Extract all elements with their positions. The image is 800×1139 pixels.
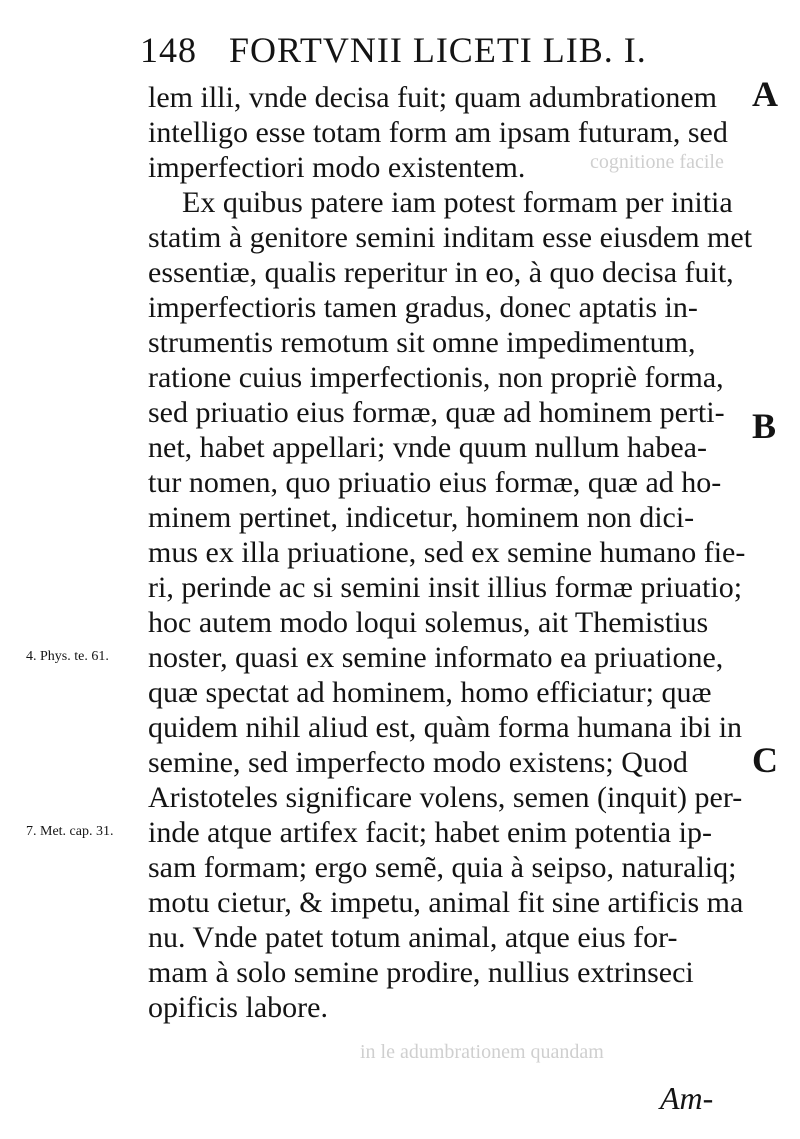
text-line: essentiæ, qualis reperitur in eo, à quo decisa fuit, [148, 256, 734, 289]
text-line: semine, sed imperfecto modo existens; Quod [148, 746, 688, 779]
text-line: imperfectiori modo existentem. [148, 151, 526, 184]
text-line: minem pertinet, indicetur, hominem non dici- [148, 501, 695, 534]
margin-note-physics: 4. Phys. te. 61. [26, 649, 109, 664]
text-line: quæ spectat ad hominem, homo efficiatur; quæ [148, 676, 712, 709]
text-line: Aristoteles significare volens, semen (inquit) per- [148, 781, 743, 814]
text-line: strumentis remotum sit omne impedimentum, [148, 326, 696, 359]
show-through-text: cognitione facile [590, 151, 724, 173]
text-line: ratione cuius imperfectionis, non propriè forma, [148, 361, 724, 394]
text-line: opificis labore. [148, 991, 328, 1024]
running-header [140, 30, 647, 70]
margin-letter-a: A [752, 74, 778, 114]
margin-letter-c: C [752, 740, 778, 780]
margin-note-metaphysics: 7. Met. cap. 31. [26, 824, 114, 839]
text-line: mus ex illa priuatione, sed ex semine humano fie- [148, 536, 746, 569]
page-number: 148 [140, 30, 197, 70]
text-line: lem illi, vnde decisa fuit; quam adumbrationem [148, 81, 718, 114]
text-line: inde atque artifex facit; habet enim potentia ip- [148, 816, 712, 849]
text-line: tur nomen, quo priuatio eius formæ, quæ ad ho- [148, 466, 722, 499]
text-line: net, habet appellari; vnde quum nullum habea- [148, 431, 707, 464]
show-through-text: in le adumbrationem quandam [360, 1041, 604, 1063]
text-line: nu. Vnde patet totum animal, atque eius for- [148, 921, 678, 954]
text-line: sam formam; ergo semẽ, quia à seipso, naturaliq; [148, 851, 737, 884]
text-line: intelligo esse totam form am ipsam futuram, sed [148, 116, 728, 149]
text-line: sed priuatio eius formæ, quæ ad hominem perti- [148, 396, 725, 429]
text-line: motu cietur, & impetu, animal fit sine artificis ma [148, 886, 744, 919]
text-line: ri, perinde ac si semini insit illius formæ priuatio; [148, 571, 743, 604]
text-line: mam à solo semine prodire, nullius extrinseci [148, 956, 694, 989]
margin-letter-b: B [752, 406, 777, 446]
running-title: FORTVNII LICETI LIB. I. [229, 30, 647, 70]
text-line: hoc autem modo loqui solemus, ait Themistius [148, 606, 709, 639]
text-line: quidem nihil aliud est, quàm forma humana ibi in [148, 711, 743, 744]
main-text-block [148, 80, 758, 1025]
text-line: Ex quibus patere iam potest formam per initia [182, 186, 733, 219]
text-line: imperfectioris tamen gradus, donec aptatis in- [148, 291, 698, 324]
text-line: statim à genitore semini inditam esse eiusdem met [148, 221, 753, 254]
catchword: Am- [660, 1080, 714, 1116]
text-line: noster, quasi ex semine informato ea priuatione, [148, 641, 724, 674]
